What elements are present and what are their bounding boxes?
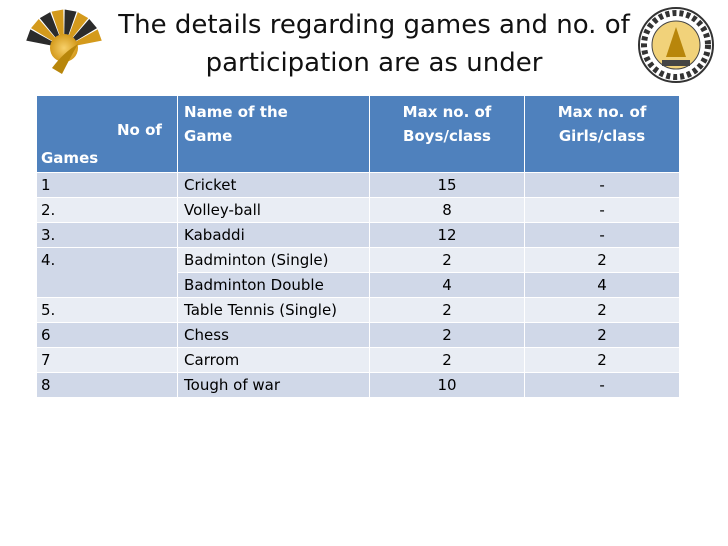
cell-num: 7 bbox=[37, 348, 178, 373]
cell-boys: 2 bbox=[369, 323, 524, 348]
cell-name: Badminton (Single) bbox=[178, 248, 370, 273]
cell-boys: 8 bbox=[369, 198, 524, 223]
table-row bbox=[37, 298, 680, 323]
cell-num: 1 bbox=[37, 173, 178, 198]
header-games: Games bbox=[41, 149, 99, 167]
cell-name: Tough of war bbox=[178, 373, 370, 398]
cell-girls: 2 bbox=[525, 348, 680, 373]
header-no-of: No of bbox=[117, 121, 162, 139]
cell-name: Badminton Double bbox=[178, 273, 370, 298]
table-row bbox=[37, 248, 680, 273]
cell-name: Kabaddi bbox=[178, 223, 370, 248]
table-row bbox=[37, 173, 680, 198]
cell-num: 4. bbox=[37, 248, 178, 298]
cell-girls: 2 bbox=[525, 323, 680, 348]
header-girls-line1: Max no. of bbox=[557, 103, 647, 121]
header-name-line1: Name of the bbox=[184, 103, 288, 121]
header-boys-line1: Max no. of bbox=[402, 103, 492, 121]
table-row bbox=[37, 348, 680, 373]
cell-girls: 2 bbox=[525, 248, 680, 273]
cell-name: Volley-ball bbox=[178, 198, 370, 223]
cell-boys: 12 bbox=[369, 223, 524, 248]
table-row bbox=[37, 198, 680, 223]
cell-num: 6 bbox=[37, 323, 178, 348]
cell-boys: 10 bbox=[369, 373, 524, 398]
header-boys-line2: Boys/class bbox=[403, 127, 491, 145]
header-girls-line2: Girls/class bbox=[558, 127, 646, 145]
cell-name: Table Tennis (Single) bbox=[178, 298, 370, 323]
header-no-of-games bbox=[37, 96, 178, 173]
cell-girls: 2 bbox=[525, 298, 680, 323]
cell-num: 8 bbox=[37, 373, 178, 398]
header-name-line2: Game bbox=[184, 127, 233, 145]
cell-name: Cricket bbox=[178, 173, 370, 198]
cell-boys: 2 bbox=[369, 248, 524, 273]
table-row bbox=[37, 373, 680, 398]
cell-num: 3. bbox=[37, 223, 178, 248]
header-max-girls bbox=[525, 96, 680, 173]
cell-boys: 4 bbox=[369, 273, 524, 298]
cell-name: Chess bbox=[178, 323, 370, 348]
cell-boys: 15 bbox=[369, 173, 524, 198]
cell-girls: - bbox=[525, 373, 680, 398]
cell-girls: - bbox=[525, 173, 680, 198]
table-row bbox=[37, 323, 680, 348]
cell-girls: 4 bbox=[525, 273, 680, 298]
cell-girls: - bbox=[525, 198, 680, 223]
cell-num: 5. bbox=[37, 298, 178, 323]
cell-boys: 2 bbox=[369, 348, 524, 373]
table-row bbox=[37, 223, 680, 248]
header-name-of-game bbox=[178, 96, 370, 173]
cell-boys: 2 bbox=[369, 298, 524, 323]
header-max-boys bbox=[369, 96, 524, 173]
table-header-row bbox=[37, 96, 680, 173]
cell-name: Carrom bbox=[178, 348, 370, 373]
cell-girls: - bbox=[525, 223, 680, 248]
games-table bbox=[37, 95, 680, 398]
slide-title: The details regarding games and no. of participation are as under bbox=[118, 10, 630, 78]
cell-num: 2. bbox=[37, 198, 178, 223]
